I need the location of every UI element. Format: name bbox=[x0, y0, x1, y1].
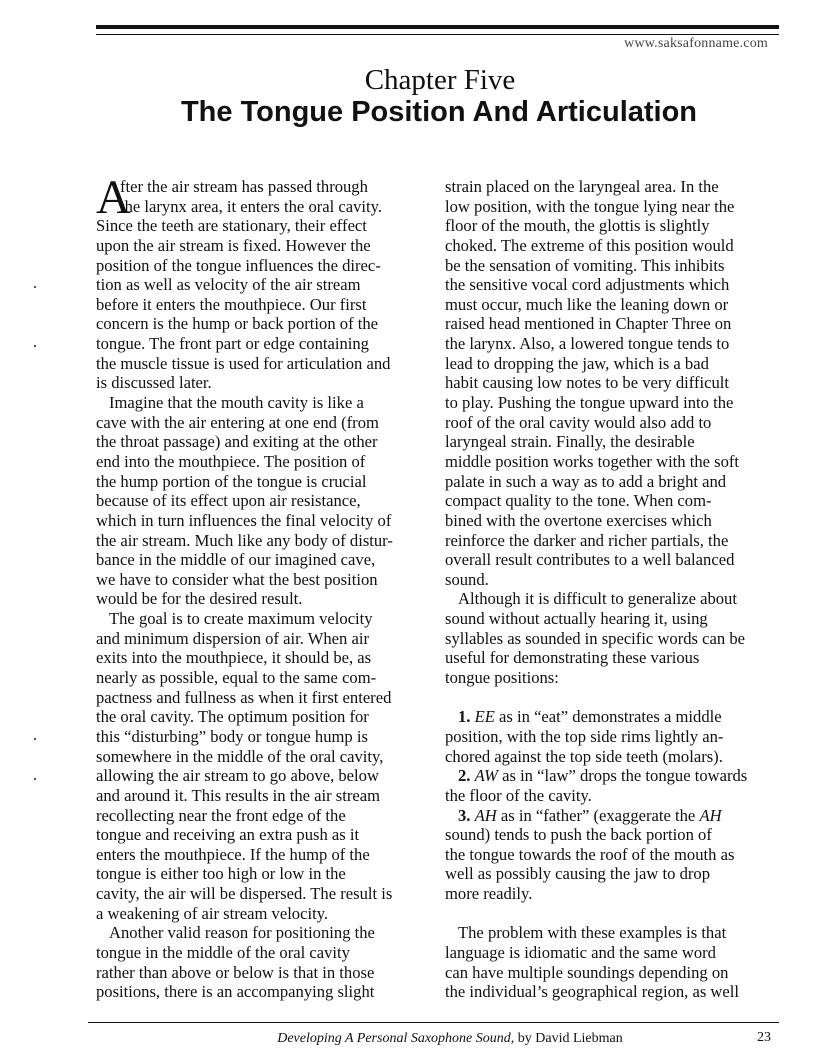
header-rule-thick bbox=[96, 25, 779, 29]
text-line: and minimum dispersion of air. When air bbox=[96, 628, 369, 648]
text-line: language is idiomatic and the same word bbox=[445, 942, 716, 962]
text-line: to play. Pushing the tongue upward into the bbox=[445, 393, 734, 413]
text-line: would be for the desired result. bbox=[96, 589, 303, 609]
text-line: lead to dropping the jaw, which is a bad bbox=[445, 353, 709, 373]
list-item bbox=[445, 806, 775, 826]
text-line: can have multiple soundings depending on bbox=[445, 962, 729, 982]
text-line: the individual’s geographical region, as well bbox=[445, 982, 739, 1002]
list-text: as in “father” (exaggerate the bbox=[496, 805, 700, 825]
text-line: tongue. The front part or edge containing bbox=[96, 334, 369, 354]
syllable: AH bbox=[474, 805, 497, 825]
text-line: somewhere in the middle of the oral cavity, bbox=[96, 746, 384, 766]
text-line: The goal is to create maximum velocity bbox=[109, 609, 373, 629]
list-number: 1. bbox=[458, 707, 471, 727]
list-item bbox=[445, 707, 775, 727]
text-line: the throat passage) and exiting at the other bbox=[96, 432, 378, 452]
text-line: is discussed later. bbox=[96, 373, 212, 393]
text-line: the floor of the cavity. bbox=[445, 785, 592, 805]
text-line: we have to consider what the best position bbox=[96, 569, 378, 589]
text-line: Although it is difficult to generalize about bbox=[458, 589, 737, 609]
text-line: allowing the air stream to go above, below bbox=[96, 766, 379, 786]
text-line: palate in such a way as to add a bright and bbox=[445, 471, 727, 491]
text-line: the larynx area, it enters the oral cavity. bbox=[120, 196, 382, 216]
chapter-title: The Tongue Position And Articulation bbox=[180, 96, 698, 128]
right-column bbox=[445, 177, 775, 1002]
text-line: Another valid reason for positioning the bbox=[109, 923, 375, 943]
text-line: position, with the top side rims lightly an- bbox=[445, 726, 724, 746]
text-line: fter the air stream has passed through bbox=[120, 177, 368, 196]
text-line: the larynx. Also, a lowered tongue tends to bbox=[445, 334, 730, 354]
text-line: be the sensation of vomiting. This inhibits bbox=[445, 255, 725, 275]
margin-mark bbox=[34, 738, 36, 740]
text-line: cave with the air entering at one end (from bbox=[96, 412, 379, 432]
text-line: habit causing low notes to be very difficult bbox=[445, 373, 730, 393]
text-line: tongue and receiving an extra push as it bbox=[96, 825, 360, 845]
text-line: rather than above or below is that in those bbox=[96, 962, 375, 982]
text-line: useful for demonstrating these various bbox=[445, 648, 700, 668]
footer-book-title: Developing A Personal Saxophone Sound, bbox=[277, 1031, 515, 1046]
text-line: syllables as sounded in specific words can be bbox=[445, 628, 745, 648]
paragraph-gap bbox=[445, 688, 775, 708]
header-rule-thin bbox=[96, 34, 779, 35]
text-line: end into the mouthpiece. The position of bbox=[96, 451, 366, 471]
text-line: the muscle tissue is used for articulation and bbox=[96, 353, 391, 373]
text-line: concern is the hump or back portion of the bbox=[96, 314, 379, 334]
text-line: the sensitive vocal cord adjustments which bbox=[445, 275, 730, 295]
text-line: Imagine that the mouth cavity is like a bbox=[109, 393, 364, 413]
header-url: www.saksafonname.com bbox=[624, 36, 768, 51]
syllable: EE bbox=[474, 707, 495, 727]
text-line: tion as well as velocity of the air stream bbox=[96, 275, 361, 295]
text-line: pactness and fullness as when it first entered bbox=[96, 687, 392, 707]
left-column bbox=[96, 171, 431, 1002]
text-line: a weakening of air stream velocity. bbox=[96, 903, 329, 923]
text-line: chored against the top side teeth (molars). bbox=[445, 746, 723, 766]
footer-byline: by David Liebman bbox=[514, 1031, 623, 1046]
drop-cap-block bbox=[96, 171, 431, 224]
text-line: well as possibly causing the jaw to drop bbox=[445, 864, 710, 884]
text-line: because of its effect upon air resistance, bbox=[96, 491, 361, 511]
text-line: must occur, much like the leaning down or bbox=[445, 294, 729, 314]
text-line: bance in the middle of our imagined cave, bbox=[96, 550, 376, 570]
paragraph-gap bbox=[445, 904, 775, 924]
text-line: raised head mentioned in Chapter Three on bbox=[445, 314, 732, 334]
list-number: 2. bbox=[458, 766, 471, 786]
text-line: middle position works together with the soft bbox=[445, 451, 740, 471]
text-line: The problem with these examples is that bbox=[458, 923, 727, 943]
text-line: the hump portion of the tongue is crucial bbox=[96, 471, 367, 491]
margin-mark bbox=[34, 778, 36, 780]
syllable: AW bbox=[474, 766, 498, 786]
text-line: roof of the oral cavity would also add to bbox=[445, 412, 712, 432]
text-line: tongue positions: bbox=[445, 668, 559, 688]
text-line: low position, with the tongue lying near the bbox=[445, 196, 735, 216]
text-line: which in turn influences the final velocity of bbox=[96, 510, 392, 530]
margin-mark bbox=[34, 286, 36, 288]
text-line: bined with the overtone exercises which bbox=[445, 510, 712, 530]
text-line: the tongue towards the roof of the mouth as bbox=[445, 844, 735, 864]
text-line: tongue is either too high or low in the bbox=[96, 864, 346, 884]
text-line: strain placed on the laryngeal area. In the bbox=[445, 177, 719, 196]
text-line: sound) tends to push the back portion of bbox=[445, 825, 712, 845]
text-line: sound. bbox=[445, 569, 489, 589]
text-line: positions, there is an accompanying slight bbox=[96, 982, 375, 1002]
text-line: laryngeal strain. Finally, the desirable bbox=[445, 432, 695, 452]
text-line: choked. The extreme of this position would bbox=[445, 235, 734, 255]
text-line: floor of the mouth, the glottis is slightly bbox=[445, 216, 710, 236]
chapter-number: Chapter Five bbox=[364, 64, 516, 96]
text-line: overall result contributes to a well balanced bbox=[445, 550, 735, 570]
text-line: the air stream. Much like any body of distur- bbox=[96, 530, 393, 550]
margin-mark bbox=[34, 345, 36, 347]
text-line: cavity, the air will be dispersed. The result is bbox=[96, 884, 393, 904]
right-column-lines bbox=[445, 177, 775, 1002]
list-text: as in “eat” demonstrates a middle bbox=[494, 707, 722, 727]
text-line: upon the air stream is fixed. However the bbox=[96, 235, 371, 255]
text-line: reinforce the darker and richer partials, the bbox=[445, 530, 729, 550]
page-number: 23 bbox=[757, 1030, 771, 1045]
text-line: compact quality to the tone. When com- bbox=[445, 491, 712, 511]
text-line: more readily. bbox=[445, 884, 533, 904]
text-line: nearly as possible, equal to the same com- bbox=[96, 668, 377, 688]
footer-citation bbox=[0, 1031, 816, 1047]
text-line: position of the tongue influences the direc- bbox=[96, 255, 381, 275]
text-line: the oral cavity. The optimum position for bbox=[96, 707, 369, 727]
syllable: AH bbox=[699, 805, 722, 825]
text-line: this “disturbing” body or tongue hump is bbox=[96, 726, 368, 746]
text-line: recollecting near the front edge of the bbox=[96, 805, 346, 825]
drop-cap: A bbox=[96, 171, 131, 224]
text-line: sound without actually hearing it, using bbox=[445, 609, 708, 629]
text-line: exits into the mouthpiece, it should be, as bbox=[96, 648, 372, 668]
text-line: and around it. This results in the air stream bbox=[96, 785, 381, 805]
text-line: before it enters the mouthpiece. Our first bbox=[96, 294, 367, 314]
list-number: 3. bbox=[458, 805, 471, 825]
footer-rule bbox=[88, 1022, 779, 1023]
text-line: tongue in the middle of the oral cavity bbox=[96, 942, 350, 962]
left-column-lines bbox=[96, 216, 431, 1002]
list-item bbox=[445, 766, 775, 786]
list-text: as in “law” drops the tongue towards bbox=[497, 766, 748, 786]
text-line: enters the mouthpiece. If the hump of the bbox=[96, 844, 370, 864]
text-line: Since the teeth are stationary, their effect bbox=[96, 216, 367, 236]
